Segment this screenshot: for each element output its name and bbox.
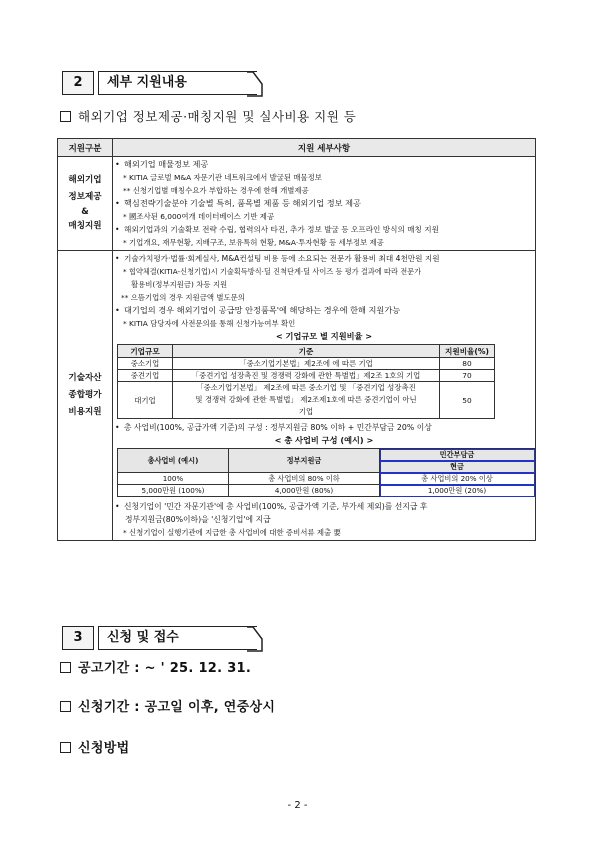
checkbox-icon xyxy=(60,111,71,122)
section-corner xyxy=(247,71,263,97)
table-row: 5,000만원 (100%) 4,000만원 (80%) 1,000만원 (20%) xyxy=(118,485,535,497)
list-item: 신청기간 : 공고일 이후, 연중상시 xyxy=(60,696,275,715)
list-item: • 기술가치평가·법률·회계실사, M&A컨설팅 비용 등에 소요되는 전문가 활용비 최대 4천만원 지원 xyxy=(115,254,440,263)
category-cost: 기술자산 종합평가 비용지원 xyxy=(58,251,113,541)
section-corner xyxy=(247,626,263,652)
list-item: • 신청기업이 '민간 자문기관'에 총 사업비(100%, 공급가액 기준, 부가세 제외)를 선지급 후 xyxy=(115,502,428,511)
table-row: 중소기업 「중소기업기본법」제2조에 에 따른 기업 80 xyxy=(118,358,495,370)
table-row: 100% 총 사업비의 80% 이하 총 사업비의 20% 이상 xyxy=(118,473,535,485)
col-category: 지원구분 xyxy=(58,139,113,157)
section-title: 세부 지원내용 xyxy=(98,71,257,95)
list-item: • 해외기업과의 기술확보 전략 수립, 협력의사 타진, 추가 정보 발굴 등 오프라인 방식의 매칭 지원 xyxy=(115,225,439,234)
note: 활용비(정부지원금) 차등 지원 xyxy=(131,280,228,289)
page-number: - 2 - xyxy=(287,800,308,811)
section-number: 2 xyxy=(62,71,94,95)
table-row: 대기업 「중소기업기본법」 제2조에 따른 중소기업 및 「중견기업 성장촉진 및 경쟁력 강화에 관한 특별법」 제2조제1호에 따른 중견기업이 아닌 기업 50 xyxy=(118,382,495,419)
note: ** 신청기업별 매칭수요가 부합하는 경우에 한해 개별제공 xyxy=(123,186,309,195)
section-number: 3 xyxy=(62,626,94,650)
note: * 國조사된 6,000여개 데이터베이스 기반 제공 xyxy=(123,212,275,221)
category-info: 해외기업 정보제공 & 매칭지원 xyxy=(58,157,113,251)
note: * 협약체결(KITIA-신청기업)시 기술획득방식·딜 진척단계·딜 사이즈 등 평가 결과에 따라 전문가 xyxy=(123,267,422,276)
note: * KITIA 담당자에 사전문의를 통해 신청가능여부 확인 xyxy=(123,319,296,328)
note: * KITIA 글로벌 M&A 자문기관 네트워크에서 발굴된 매물정보 xyxy=(123,173,322,182)
note: * 기업개요, 재무현황, 지배구조, 보유특허 현황, M&A·투자현황 등 세부정보 제공 xyxy=(123,238,384,247)
list-item: • 핵심전략기술분야 기술별 특허, 품목별 제품 등 해외기업 정보 제공 xyxy=(115,198,361,208)
col-detail: 지원 세부사항 xyxy=(113,139,536,157)
subheading xyxy=(60,107,356,125)
list-item: 신청방법 xyxy=(60,737,129,756)
list-item: • 해외기업 매물정보 제공 xyxy=(115,159,209,169)
table-row: 중견기업 「중견기업 성장촉진 및 경쟁력 강화에 관한 특별법」제2조 1호의 기업 70 xyxy=(118,370,495,382)
list-item: • 총 사업비(100%, 공급가액 기준)의 구성 : 정부지원금 80% 이하 + 민간부담금 20% 이상 xyxy=(115,423,432,432)
detail-info xyxy=(113,157,536,251)
note: * 신청기업이 실행기관에 지급한 총 사업비에 대한 증비서류 제출 要 xyxy=(123,528,341,537)
size-ratio-table: 기업규모 기준 지원비율(%) 중소기업 「중소기업기본법」제2조에 에 따른 기업 80 중견기업 「중견기업 성장촉진 및 경쟁력 강화에 관한 특별법」제2조 1호의 기업 70 대기업 「중소기업기본법」 제2조에 따른 중소기업 및 「중견기업 성장촉진 및 경쟁력 강화에 관한 특별법」 제2조제1호에 따른 중견기업이 아닌 기업 50 xyxy=(117,344,495,419)
caption: < 기업규모 별 지원비율 > xyxy=(275,331,373,341)
list-item: • 대기업의 경우 해외기업이 공급망 안정품목'에 해당하는 경우에 한해 지원가능 xyxy=(115,305,401,315)
note: ** 으뜸기업의 경우 지원금액 별도문의 xyxy=(121,293,245,302)
support-table xyxy=(57,138,536,541)
checkbox-icon xyxy=(60,742,71,753)
cost-composition-table: 총사업비 (예시) 정부지원금 민간부담금 현금 100% 총 사업비의 80% 이하 총 사업비의 20% 이상 5,000만원 (100%) 4,000만원 (80%) 1,000만원 (20%) xyxy=(117,448,535,497)
subheading-text: 해외기업 정보제공·매칭지원 및 실사비용 지원 등 xyxy=(78,109,357,124)
detail-cost xyxy=(113,251,536,541)
checkbox-icon xyxy=(60,701,71,712)
list-item: 공고기간 : ~ ' 25. 12. 31. xyxy=(60,657,251,676)
list-item-cont: 정부지원금(80%이하)을 '신청기업'에 지급 xyxy=(125,515,271,524)
section-title: 신청 및 접수 xyxy=(98,626,257,650)
checkbox-icon xyxy=(60,662,71,673)
caption: < 총 사업비 구성 (예시) > xyxy=(274,435,374,445)
